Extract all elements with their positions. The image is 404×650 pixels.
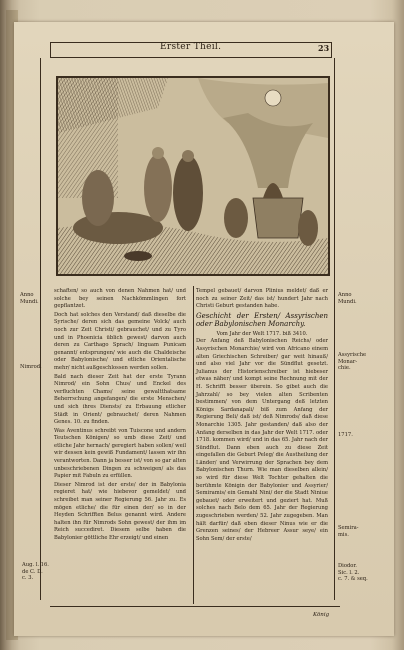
right-frame-rule: [334, 58, 335, 600]
distant-figure: [298, 210, 318, 246]
paragraph: schaften/ so auch von denen Nahmen hat/ und solche bey seinen Nachkömmlingen fort gepflantzet.: [54, 288, 186, 310]
divine-light: [265, 90, 281, 106]
seated-figure: [82, 170, 114, 226]
page-number: 23: [318, 43, 330, 53]
paragraph: Dieser Nimrod ist der erste/ der in Babylonia regieret hat/ wie hiebevor gemeldet/ und schreibet man seiner Regierung 56. Jahr zu. Es mögen etliche/ die für einen der/ so in der Heyden Schrifften Belus genannt wird. Andere halten ihn für Nimrods Sohn gewest/ der ihm im Reich succediret. Diesem selbe haben die Babylonier göttliche Ehr erzeigt/ und einen: [54, 481, 186, 541]
left-text-column: [54, 288, 186, 544]
margin-note-anno-mundi-right: Anno Mundi.: [338, 292, 357, 305]
standing-figure-center: [144, 154, 172, 222]
margin-note-assyrian-monarchy: Assyrische Monar- chie.: [338, 352, 367, 371]
standing-figure-right: [173, 155, 203, 231]
margin-note-anno-mundi: Anno Mundi.: [20, 292, 39, 305]
right-text-column: [196, 288, 328, 544]
basket: [124, 251, 152, 261]
section-title: Geschicht der Ersten/ Assyrischen oder Babylonischen Monarchy.: [196, 311, 328, 329]
section-subtitle: Vom Jahr der Welt 1717. biß 3410.: [216, 330, 308, 337]
catchword: König: [313, 612, 330, 618]
figure-head: [152, 147, 164, 159]
figure-head: [182, 150, 194, 162]
paragraph: Tempel gebauet/ darvon Plinius meldet/ daß er noch zu seiner Zeit/ das ist/ hundert Jahr nach Christi Geburt gestanden habe.: [196, 288, 328, 310]
margin-note-year: 1717.: [338, 432, 353, 438]
engraving-illustration: [56, 76, 330, 276]
column-divider: [193, 286, 194, 604]
margin-note-nimrod: Nimrod.: [20, 364, 42, 370]
paragraph: Bald nach dieser Zeit hat der erste Tyrann Nimrod/ ein Sohn Chus/ und Enckel des verfluchten Chams/ seine gewaltthatsame Beherrschung angefangen/ die erste Menschen/ und sich ihres Diensts/ zu Erbauung etlicher Städt in Orient/ gebrauchet/ deren Nahmen Genes. 10. zu finden.: [54, 373, 186, 426]
margin-note-augustine: Aug. l. 16. de C. D. c. 3.: [22, 562, 49, 581]
altar: [253, 198, 303, 238]
paragraph: Was Aventinus schreibt von Tuiscone und andern Teutschen Königen/ so umb diese Zeit/ und etliche Jahr hernach/ geregiert haben sollen/ weil wir dessen kein gewiß Fundament/ lassen wir ihn verantworten. Dann ja besser ist/ von so gar alten unbeschriebenen Dingen zu schweigen/ als das Papier mit Fabuln zu erfüllen.: [54, 427, 186, 480]
engraving-svg: [58, 78, 328, 274]
paragraph: Doch hat solches den Verstand/ daß dieselbe die Syrische/ deren sich das gemeine Volck/ auch noch zur Zeit Christi/ gebrauchet/ und zu Tyro und in Phoenicia üblich gewest/ darvon auch deren zu Carthago Sprach/ linguam Punicam genannt/ entsprungen/ wie auch die Chaldeische oder Babylonische/ und etliche Orientalische mehr/ nicht außgeschlossen werden sollen.: [54, 311, 186, 371]
footer-rule: [50, 606, 340, 607]
kneeling-figure: [224, 198, 248, 238]
running-head: Erster Theil.: [160, 42, 222, 52]
margin-note-semiramis: Semira- mis.: [338, 525, 359, 538]
paragraph: Der Anfang deß Babylonischen Reichs/ oder Assyrischen Monarchie/ wird von Africano einem alten Griechischen Schreiber/ gar weit hinauß/ und also viel Jahr vor die Sündflut gesetzt. Julianus der Historienschreiber ist hiebeser etwas näher/ und kompt seine Rechnung mit der H. Schrifft besser überein. So gibet auch die Jahrzahl/ so bey vielen alten Scribenten bestimmen/ von dem Untergang deß letzten Königs Sardanapali/ biß zum Anfang der Regierung Beli/ daß ist/ deß Nimrods/ daß diese Monarchie 1305. Jahr gestanden/ daß also der Anfang derselben in das Jahr der Welt 1717. oder 1718. kommen wird/ und in das 65. Jahr nach der Sündflut. Dann eben auch zu diese Zeit eingefallen die Geburt Peleg/ die Austheilung der Länder/ und Verwirrung der Sprachen bey dem Babylonischen Thurn. Wie man dieselben allein/ so wird für diese Welt Tochter gehalten die berühmte Königin der Babylonier und Assyrier/ Semiramis/ ein Gemahl Nini/ der die Stadt Niniue gebauet/ oder erweitert und geziert hat. Muß solches nach Belo dem 65. Jahr der Regierung zugeschrieben werden/ 52. Jahr zugegeben. Man hält darfür/ daß eben dieser Ninus wie er die Grenzen seines/ der Hebreer Assur seye/ ein Sohn Sem/ der erste/: [196, 338, 328, 542]
left-frame-rule: [40, 58, 41, 600]
margin-note-diodorus: Diodor. Sic. l. 2. c. 7. & seq.: [338, 563, 368, 582]
